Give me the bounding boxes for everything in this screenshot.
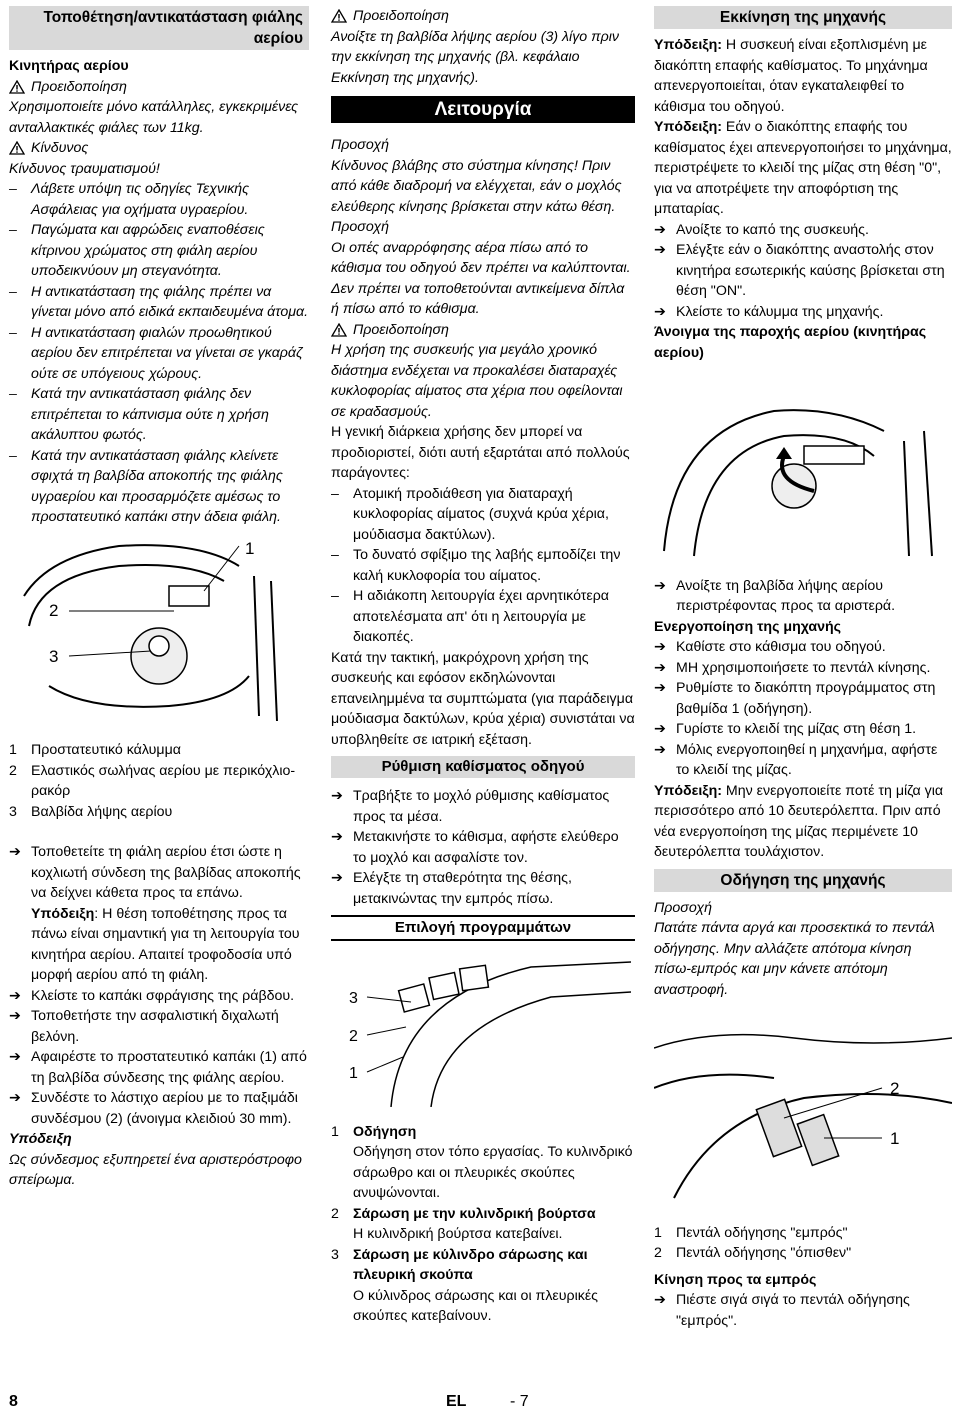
subheading-gas-open: Άνοιγμα της παροχής αερίου (κινητήρας αερίου) <box>654 324 927 361</box>
list-item: – Η αντικατάσταση της φιάλης πρέπει να γίνεται μόνο από ειδικά εκπαιδευμένα άτομα. <box>9 283 309 320</box>
section-title-gas-bottle: Τοποθέτηση/αντικατάσταση φιάλης αερίου <box>9 6 309 50</box>
subheading-activate: Ενεργοποίηση της μηχανής <box>654 618 842 635</box>
section-title-operation: Λειτουργία <box>331 96 635 123</box>
step-item: ➔ Τραβήξτε το μοχλό ρύθμισης καθίσματος προς τα μέσα. <box>331 786 635 827</box>
list-item: – Παγώματα και αφρώδεις εναποθέσεις κίτρινου χρώματος στη φιάλη αερίου υποδεικνύουν μη στεγανότητα. <box>9 222 265 279</box>
program-item: 2 Σάρωση με την κυλινδρική βούρτσα <box>331 1205 596 1222</box>
step-item: ➔ Καθίστε στο κάθισμα του οδηγού. <box>654 637 952 658</box>
caution-text: Κίνδυνος βλάβης στο σύστημα κίνησης! Πριν από κάθε διαδρομή να ελέγχεται, εάν ο μοχλός ελεύθερης κίνησης βρίσκεται στην κάτω θέση. <box>331 157 622 215</box>
arrow-icon: ➔ <box>331 829 343 845</box>
column-left <box>9 6 309 1191</box>
warning-text: Χρησιμοποιείτε μόνο κατάλληλες, εγκεκριμένες ανταλλακτικές φιάλες των 11kg. <box>9 99 298 136</box>
caution-text: Οι οπές αναρρόφησης αέρα πίσω από το κάθισμα του οδηγού δεν πρέπει να καλύπτονται. Δεν πρέπει να τοποθετούνται αντικείμενα δίπλα ή πίσω από το κάθισμα. <box>331 239 631 317</box>
arrow-icon: ➔ <box>654 577 666 594</box>
arrow-icon: ➔ <box>9 987 21 1004</box>
page-number: 8 <box>9 1393 18 1410</box>
note-label: Υπόδειξη <box>9 1131 72 1147</box>
figure-callout-3: 3 <box>49 646 59 666</box>
figure-callout-1: 1 <box>245 538 255 558</box>
figure-callout-1: 1 <box>349 1065 358 1082</box>
warning-heading: Προειδοποίηση <box>331 6 635 27</box>
step-item: ➔ Ανοίξτε τη βαλβίδα λήψης αερίου περιστρέφοντας προς τα αριστερά. <box>654 576 952 617</box>
warning-triangle-icon <box>331 9 347 23</box>
step-item: ➔ Μετακινήστε το κάθισμα, αφήστε ελεύθερο το μοχλό και ασφαλίστε τον. <box>331 827 635 868</box>
warning-text: Η χρήση της συσκευής για μεγάλο χρονικό διάστημα ενδέχεται να προκαλέσει διαταραχές κυκλοφορίας αίματος στα χέρια που οφείλονται σε κραδασμούς. <box>331 342 623 420</box>
step-item: ➔ Γυρίστε το κλειδί της μίζας στη θέση 1. <box>654 719 952 740</box>
warning-heading <box>9 77 309 98</box>
step-item: ➔ Αφαιρέστε το προστατευτικό καπάκι (1) από τη βαλβίδα σύνδεσης της φιάλης αερίου. <box>9 1047 309 1088</box>
figure-callout-2: 2 <box>49 600 59 620</box>
column-right <box>654 6 952 1331</box>
arrow-icon: ➔ <box>331 870 343 886</box>
legend-item: 1 Πεντάλ οδήγησης "εμπρός" <box>654 1224 848 1241</box>
list-item: – Ατομική προδιάθεση για διαταραχή κυκλοφορίας αίματος (συχνά κρύα χέρια, μούδιασμα δακτύλων). <box>331 485 609 543</box>
warning-triangle-icon <box>9 141 25 155</box>
note-text: Ως σύνδεσμος εξυπηρετεί ένα αριστερόστροφο σπείρωμα. <box>9 1151 302 1188</box>
list-item: – Λάβετε υπόψη τις οδηγίες Τεχνικής Ασφάλειας για οχήματα υγραερίου. <box>9 181 250 218</box>
program-desc: Ο κύλινδρος σάρωσης και οι πλευρικές σκούπες κατεβαίνουν. <box>353 1287 598 1324</box>
step-item: ➔ Ελέγξτε τη σταθερότητα της θέσης, μετακινώντας την εμπρός πίσω. <box>331 868 635 909</box>
step-item: ➔ Τοποθετείτε τη φιάλη αερίου έτσι ώστε η κοχλιωτή σύνδεση της βαλβίδας αποκοπής να δείχνει κάθετα προς τα επάνω. <box>9 842 309 904</box>
danger-text: Κίνδυνος τραυματισμού! <box>9 160 160 177</box>
figure-callout-2: 2 <box>890 1079 900 1098</box>
arrow-icon: ➔ <box>654 659 666 676</box>
arrow-icon: ➔ <box>654 680 666 696</box>
arrow-icon: ➔ <box>331 788 343 804</box>
language-code: EL <box>446 1393 467 1410</box>
step-item: ➔ Μόλις ενεργοποιηθεί η μηχανήμα, αφήστε το κλειδί της μίζας. <box>654 740 952 781</box>
arrow-icon: ➔ <box>654 242 666 258</box>
warning-heading: Προειδοποίηση <box>331 320 635 341</box>
danger-heading <box>9 138 309 159</box>
figure-callout-3: 3 <box>349 990 358 1007</box>
caution-label: Προσοχή <box>654 899 712 916</box>
program-desc: Οδήγηση στον τόπο εργασίας. Το κυλινδρικό σάρωθρο και οι πλευρικές σκούπες ανυψώνονται. <box>353 1144 633 1201</box>
list-item: – Κατά την αντικατάσταση φιάλης δεν επιτρέπεται το κάπνισμα ούτε η χρήση ακάλυπτου φωτός. <box>9 386 269 443</box>
paragraph: Η γενική διάρκεια χρήσης δεν μπορεί να προδιοριστεί, διότι αυτή εξαρτάται από πολλούς παράγοντες: <box>331 424 630 481</box>
gas-bottle-figure <box>9 536 309 726</box>
warning-triangle-icon <box>9 80 25 94</box>
legend-item: 2 Ελαστικός σωλήνας αερίου με περικόχλιο-ρακόρ <box>9 762 296 799</box>
step-item: ➔ Ανοίξτε το καπό της συσκευής. <box>654 220 952 241</box>
list-item: – Η αδιάκοπη λειτουργία έχει αρνητικότερα αποτελέσματα απ' ότι η λειτουργία με διακοπές. <box>331 588 609 645</box>
caution-label: Προσοχή <box>331 219 389 235</box>
program-item: 3 Σάρωση με κύλινδρο σάρωσης και πλευρική σκούπα <box>331 1246 588 1283</box>
step-item: ➔ Ελέγξτε εάν ο διακόπτης αναστολής στον κινητήρα εσωτερικής καύσης βρίσκεται στη θέση "ON". <box>654 240 952 302</box>
section-title-seat: Ρύθμιση καθίσματος οδηγού <box>331 756 635 778</box>
list-item: – Κατά την αντικατάσταση φιάλης κλείνετε σφιχτά τη βαλβίδα αποκοπής της φιάλης υγραερίου και προσαρμόζετε αμέσως το προστατευτικό καπάκι στην άδεια φιάλη. <box>9 447 283 525</box>
hint: Υπόδειξη: Εάν ο διακόπτης επαφής του καθίσματος έχει απενεργοποιήσει το μηχάνημα, περιστρέψετε το κλειδί της μίζας στη θέση "0", για να αποτρέψετε την αποφόρτιση της μπαταρίας. <box>654 119 952 217</box>
step-item: ➔ Κλείστε το καπάκι σφράγισης της ράβδου. <box>9 986 309 1007</box>
step-item: ➔ Πιέστε σιγά σιγά το πεντάλ οδήγησης "εμπρός". <box>654 1290 952 1331</box>
section-title-start: Εκκίνηση της μηχανής <box>654 6 952 29</box>
subheading-gas-engine: Κινητήρας αερίου <box>9 58 129 74</box>
arrow-icon: ➔ <box>9 1049 21 1065</box>
program-selector-figure <box>331 957 631 1107</box>
caution-text: Πατάτε πάντα αργά και προσεκτικά το πεντάλ οδήγησης. Μην αλλάζετε απότομα κίνηση πίσω-εμπρός και μην κάνετε απότομη αναστροφή. <box>654 920 935 998</box>
warning-text: Ανοίξτε τη βαλβίδα λήψης αερίου (3) λίγο πριν την εκκίνηση της μηχανής (βλ. κεφάλαιο Εκκίνηση της μηχανής). <box>331 28 619 86</box>
arrow-icon: ➔ <box>654 721 666 737</box>
arrow-icon: ➔ <box>9 844 21 860</box>
hint: Υπόδειξη: Μην ενεργοποιείτε ποτέ τη μίζα για περισσότερο από 10 δευτερόλεπτα. Πριν από νέα ενεργοποίηση της μίζας περιμένετε 10 δευτερόλεπτα τουλάχιστον. <box>654 782 944 860</box>
list-item: – Το δυνατό σφίξιμο της λαβής εμποδίζει την καλή κυκλοφορία του αίματος. <box>331 547 621 584</box>
legend-item: 2 Πεντάλ οδήγησης "όπισθεν" <box>654 1245 852 1261</box>
arrow-icon: ➔ <box>9 1008 21 1024</box>
figure-callout-2: 2 <box>349 1028 358 1045</box>
gas-valve-figure <box>654 371 952 561</box>
step-item: ➔ ΜΗ χρησιμοποιήσετε το πεντάλ κίνησης. <box>654 658 952 679</box>
arrow-icon: ➔ <box>654 639 666 655</box>
list-item: – Η αντικατάσταση φιαλών προωθητικού αερίου δεν επιτρέπεται να γίνεται σε γκαράζ ούτε σε υπόγειους χώρους. <box>9 324 303 382</box>
legend-item: 3 Βαλβίδα λήψης αερίου <box>9 803 173 820</box>
sub-page-number: - 7 <box>510 1393 529 1410</box>
warning-triangle-icon <box>331 323 347 337</box>
step-item: ➔ Ρυθμίστε το διακόπτη προγράμματος στη βαθμίδα 1 (οδήγηση). <box>654 678 952 719</box>
hint: Υπόδειξη: Η θέση τοποθέτησης προς τα πάνω είναι σημαντική για τη λειτουργία του κινητήρα αερίου. Απαιτεί τροφοδοσία υπό μορφή αερίου από τη φιάλη. <box>31 905 300 983</box>
pedal-figure <box>654 1008 952 1208</box>
arrow-icon: ➔ <box>654 1292 666 1308</box>
section-title-programs: Επιλογή προγραμμάτων <box>331 915 635 941</box>
arrow-icon: ➔ <box>9 1090 21 1106</box>
step-item: ➔ Τοποθετήστε την ασφαλιστική διχαλωτή βελόνη. <box>9 1006 309 1047</box>
warning-label: Προειδοποίηση <box>31 78 127 95</box>
danger-label: Κίνδυνος <box>31 140 89 156</box>
program-item: 1 Οδήγηση <box>331 1123 417 1140</box>
arrow-icon: ➔ <box>654 303 666 320</box>
paragraph: Κατά την τακτική, μακρόχρονη χρήση της συσκευής και εφόσον εκδηλώνονται επανειλημμένα τα συμπτώματα (για παράδειγμα μούδιασμα δακτύλων, κρύα χέρια) συνιστάται να υποβληθείτε σε ιατρική εξέταση. <box>331 649 635 748</box>
step-item: ➔ Κλείστε το κάλυμμα της μηχανής. <box>654 302 952 323</box>
hint: Υπόδειξη: Η συσκευή είναι εξοπλισμένη με διακόπτη επαφής καθίσματος. Το μηχάνημα απενεργοποιείται, όταν εγκαταλειφθεί το κάθισμα του οδηγού. <box>654 37 928 115</box>
arrow-icon: ➔ <box>654 221 666 238</box>
figure-callout-1: 1 <box>890 1129 900 1148</box>
subheading-forward: Κίνηση προς τα εμπρός <box>654 1271 817 1288</box>
step-item: ➔ Συνδέστε το λάστιχο αερίου με το παξιμάδι συνδέσμου (2) (άνοιγμα κλειδιού 30 mm). <box>9 1088 309 1129</box>
legend-item: 1 Προστατευτικό κάλυμμα <box>9 742 181 758</box>
arrow-icon: ➔ <box>654 741 666 758</box>
caution-label: Προσοχή <box>331 137 389 153</box>
section-title-drive: Οδήγηση της μηχανής <box>654 869 952 892</box>
program-desc: Η κυλινδρική βούρτσα κατεβαίνει. <box>353 1226 563 1242</box>
column-middle <box>331 6 635 1327</box>
